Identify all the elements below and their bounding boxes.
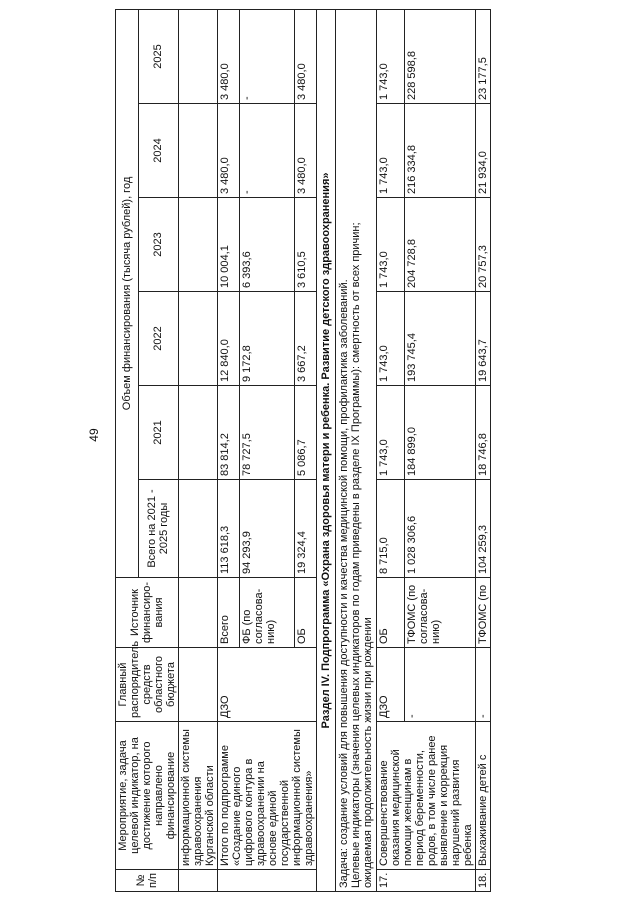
task-line: Задача: создание условий для повышения доступности и качества медицинской помощи, профилактика заболеваний.	[338, 279, 350, 888]
value-cell: 184 899,0	[404, 386, 476, 480]
source-cell: ТФОМС (по согласова-нию)	[404, 578, 476, 648]
task-line: Целевые индикаторы (значения целевых индикаторов по годам приведены в разделе IX Программы): смертность от всех причин;	[350, 222, 362, 888]
value-cell: -	[239, 9, 295, 103]
value-cell: 193 745,4	[404, 292, 476, 386]
value-cell: 3 667,2	[295, 292, 317, 386]
value-cell: 10 004,1	[218, 198, 240, 292]
header-year-2025: 2025	[138, 9, 179, 103]
task-row	[336, 9, 377, 891]
value-cell: 1 743,0	[377, 9, 405, 103]
value-cell: 3 610,5	[295, 198, 317, 292]
rotated-table-sheet	[115, 10, 612, 892]
value-cell: 5 086,7	[295, 386, 317, 480]
source-cell: Всего	[218, 578, 240, 648]
value-cell: 228 598,8	[404, 9, 476, 103]
value-cell: 1 743,0	[377, 104, 405, 198]
value-cell: 1 743,0	[377, 198, 405, 292]
source-cell: ТФОМС (по	[476, 578, 491, 648]
table-row	[377, 9, 405, 891]
header-funding-group: Объем финансирования (тысяча рублей), год	[116, 9, 139, 577]
distributor-cell: -	[404, 648, 476, 722]
value-cell: 3 480,0	[218, 9, 240, 103]
value-cell: 83 814,2	[218, 386, 240, 480]
header-distributor: Главный распорядитель средств областного бюджета	[116, 648, 179, 722]
value-cell: 216 334,8	[404, 104, 476, 198]
value-cell: 78 727,5	[239, 386, 295, 480]
value-cell: -	[239, 104, 295, 198]
value-cell: 6 393,6	[239, 198, 295, 292]
table-row	[476, 9, 491, 891]
distributor-cell: -	[476, 648, 491, 722]
row-number: 18.	[476, 870, 491, 892]
activity-cell: Совершенствование оказания медицинской помощи женщинам в период беременности, родов, в том числе ранее выявление и коррекция нарушений развития ребенка	[377, 722, 476, 870]
section-title-row	[317, 9, 336, 891]
value-cell: 113 618,3	[218, 480, 240, 578]
value-cell: 1 743,0	[377, 386, 405, 480]
value-cell: 20 757,3	[476, 198, 491, 292]
table-row	[179, 9, 218, 891]
header-year-2023: 2023	[138, 198, 179, 292]
task-line: ожидаемая продолжительность жизни при рождении	[362, 617, 374, 888]
value-cell: 3 480,0	[295, 9, 317, 103]
header-year-2024: 2024	[138, 104, 179, 198]
header-year-2021: 2021	[138, 386, 179, 480]
activity-cell: Выхаживание детей с	[476, 722, 491, 870]
value-cell: 19 324,4	[295, 480, 317, 578]
value-cell: 18 746,8	[476, 386, 491, 480]
source-cell: ОБ	[377, 578, 405, 648]
value-cell: 23 177,5	[476, 9, 491, 103]
value-cell: 1 743,0	[377, 292, 405, 386]
funding-table	[115, 9, 491, 892]
value-cell: 9 172,8	[239, 292, 295, 386]
subtotal-distributor: ДЗО	[218, 648, 317, 722]
value-cell: 19 643,7	[476, 292, 491, 386]
value-cell: 104 259,3	[476, 480, 491, 578]
value-cell: 204 728,8	[404, 198, 476, 292]
value-cell: 94 293,9	[239, 480, 295, 578]
distributor-cell: ДЗО	[377, 648, 405, 722]
source-cell: ОБ	[295, 578, 317, 648]
value-cell: 3 480,0	[295, 104, 317, 198]
continued-activity-cell: информационной системы здравоохранения Курганской области	[179, 722, 218, 870]
value-cell: 21 934,0	[476, 104, 491, 198]
section-title: Раздел IV. Подпрограмма «Охрана здоровья матери и ребенка. Развитие детского здравоохранения»	[317, 9, 336, 891]
page-number: 49	[87, 428, 101, 442]
value-cell: 1 028 306,6	[404, 480, 476, 578]
header-source: Источник финансиро-вания	[116, 578, 179, 648]
subtotal-label: Итого по подпрограмме «Создание единого цифрового контура в здравоохранении на основе единой государственной информационной системы здравоохранения»	[218, 722, 317, 870]
value-cell: 3 480,0	[218, 104, 240, 198]
header-num: № п/п	[116, 870, 179, 892]
header-year-2022: 2022	[138, 292, 179, 386]
row-number: 17.	[377, 870, 476, 892]
table-row	[218, 9, 240, 891]
header-total: Всего на 2021 - 2025 годы	[138, 480, 179, 578]
header-activity: Мероприятие, задача целевой индикатор, на достижение которого направлено финансирование	[116, 722, 179, 870]
source-cell: ФБ (по согласова-нию)	[239, 578, 295, 648]
value-cell: 12 840,0	[218, 292, 240, 386]
value-cell: 8 715,0	[377, 480, 405, 578]
